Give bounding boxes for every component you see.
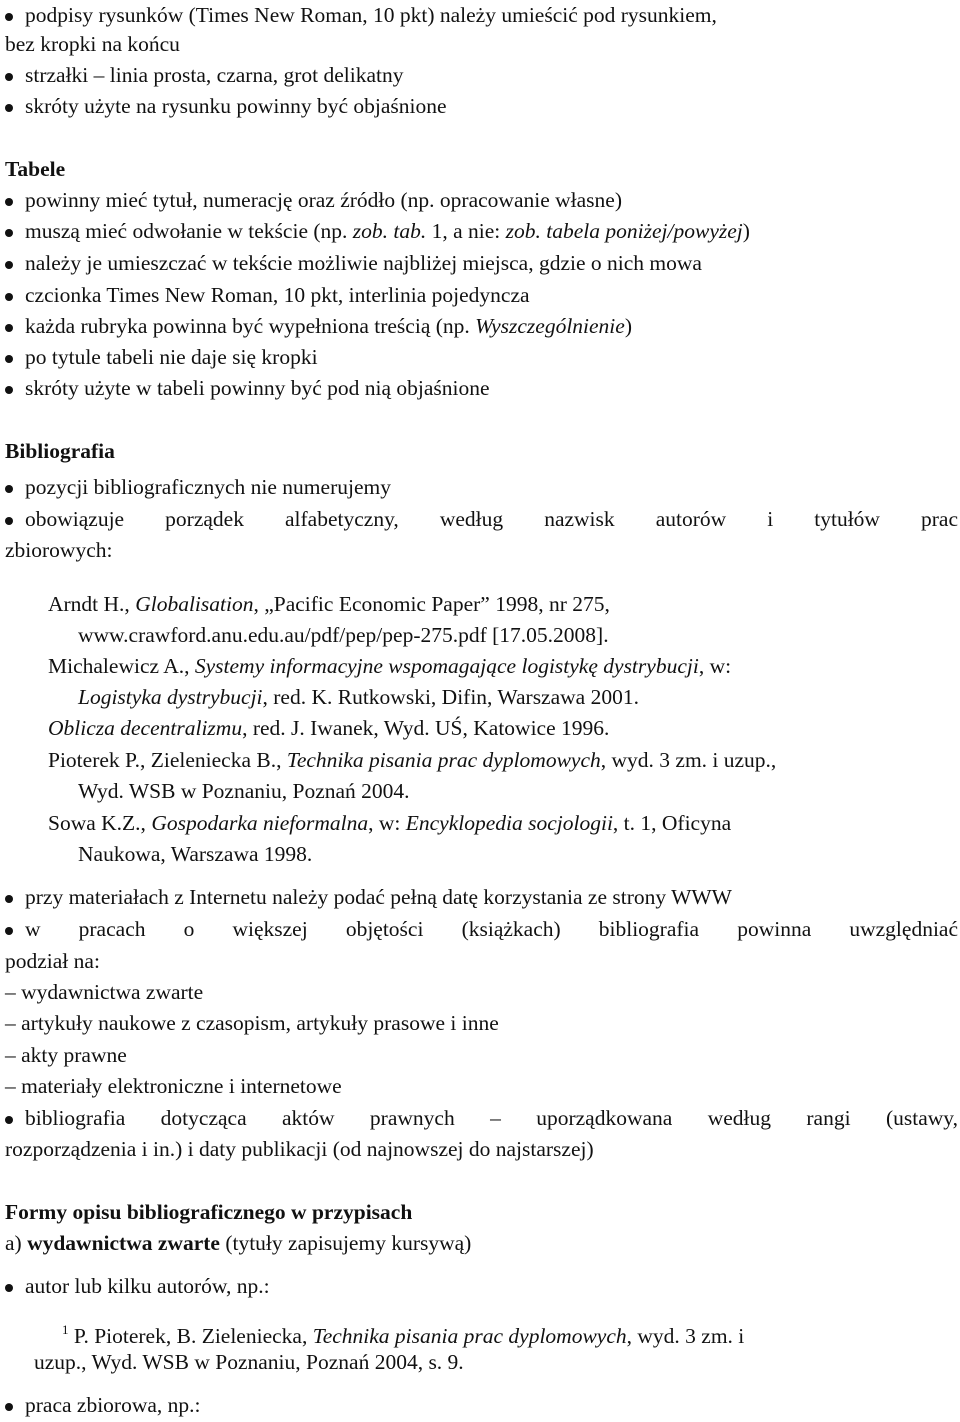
text-run: ) — [624, 314, 632, 338]
list-item-text: strzałki – linia prosta, czarna, grot delikatny — [25, 63, 404, 87]
bullet-icon — [5, 895, 13, 903]
bullet-icon — [5, 1116, 13, 1124]
bullet-icon — [5, 73, 13, 81]
list-item — [0, 1103, 960, 1133]
dash-item-text: – akty prawne — [5, 1043, 127, 1067]
italic-run: Encyklopedia socjologii — [405, 811, 613, 835]
text-run: , wyd. 3 zm. i uzup., — [600, 748, 777, 772]
bullet-icon — [5, 517, 13, 525]
entry-text — [48, 808, 731, 838]
text-run: , red. J. Iwanek, Wyd. UŚ, Katowice 1996. — [242, 716, 610, 740]
text-run: (tytuły zapisujemy kursywą) — [219, 1231, 472, 1255]
bullet-icon — [5, 1284, 13, 1292]
subheading — [5, 1228, 471, 1258]
entry-text — [78, 682, 639, 712]
section-heading-formy: Formy opisu bibliograficznego w przypisach — [5, 1200, 413, 1224]
list-item-text: po tytule tabeli nie daje się kropki — [25, 345, 318, 369]
footnote-text — [62, 1315, 744, 1351]
italic-run: Logistyka dystrybucji — [78, 685, 263, 709]
text-run: , w: — [698, 654, 732, 678]
text-run: Michalewicz A., — [48, 654, 195, 678]
section-heading-tabele: Tabele — [5, 157, 66, 181]
italic-run: Technika pisania prac dyplomowych — [312, 1324, 627, 1348]
list-item-text: bez kropki na końcu — [5, 32, 180, 56]
bold-run: wydawnictwa zwarte — [27, 1231, 220, 1255]
text-run: , „Pacific Economic Paper” 1998, nr 275, — [253, 592, 610, 616]
italic-run: zob. tabela poniżej/powyżej — [505, 219, 743, 243]
text-run: 1, a nie: — [426, 219, 506, 243]
text-run: P. Pioterek, B. Zieleniecka, — [68, 1324, 313, 1348]
list-item-text: podpisy rysunków (Times New Roman, 10 pkt) należy umieścić pod rysunkiem, — [25, 3, 717, 27]
bullet-icon — [5, 13, 13, 21]
bullet-icon — [5, 293, 13, 301]
list-item-text: skróty użyte w tabeli powinny być pod nią objaśnione — [25, 376, 490, 400]
entry-text: Wyd. WSB w Poznaniu, Poznań 2004. — [78, 779, 410, 803]
list-item-text: w pracach o większej objętości (książkach) bibliografia powinna uwzględniać — [25, 917, 958, 941]
italic-run: Systemy informacyjne wspomagające logistykę dystrybucji — [194, 654, 699, 678]
list-item-text: rozporządzenia i in.) i daty publikacji (od najnowszej do najstarszej) — [5, 1137, 594, 1161]
dash-item-text: – materiały elektroniczne i internetowe — [5, 1074, 342, 1098]
text-run: , red. K. Rutkowski, Difin, Warszawa 2001. — [262, 685, 639, 709]
bullet-icon — [5, 104, 13, 112]
text-run: każda rubryka powinna być wypełniona treścią (np. — [25, 314, 476, 338]
text-run: , wyd. 3 zm. i — [626, 1324, 745, 1348]
list-item-text: praca zbiorowa, np.: — [25, 1393, 201, 1417]
entry-text — [48, 745, 776, 775]
bullet-icon — [5, 324, 13, 332]
bullet-icon — [5, 229, 13, 237]
list-item-text: podział na: — [5, 949, 100, 973]
entry-text — [48, 651, 731, 681]
text-run: , t. 1, Oficyna — [612, 811, 732, 835]
list-item-text: czcionka Times New Roman, 10 pkt, interlinia pojedyncza — [25, 283, 530, 307]
entry-text: Naukowa, Warszawa 1998. — [78, 842, 313, 866]
entry-text: www.crawford.anu.edu.au/pdf/pep/pep-275.pdf [17.05.2008]. — [78, 623, 609, 647]
list-item-text: obowiązuje porządek alfabetyczny, według nazwisk autorów i tytułów prac — [25, 507, 958, 531]
bullet-icon — [5, 355, 13, 363]
text-run: Pioterek P., Zieleniecka B., — [48, 748, 287, 772]
list-item — [0, 914, 960, 944]
list-item-text — [25, 311, 632, 341]
bullet-icon — [5, 485, 13, 493]
italic-run: Globalisation — [135, 592, 254, 616]
italic-run: Technika pisania prac dyplomowych — [286, 748, 601, 772]
list-item-text: bibliografia dotycząca aktów prawnych – uporządkowana według rangi (ustawy, — [25, 1106, 958, 1130]
list-item-text: powinny mieć tytuł, numerację oraz źródło (np. opracowanie własne) — [25, 188, 623, 212]
footnote-number: 1 — [62, 1322, 69, 1337]
italic-run: Oblicza decentralizmu — [48, 716, 243, 740]
footnote-text: uzup., Wyd. WSB w Poznaniu, Poznań 2004, s. 9. — [34, 1350, 464, 1374]
list-item-text: autor lub kilku autorów, np.: — [25, 1274, 270, 1298]
list-item-text: zbiorowych: — [5, 538, 113, 562]
italic-run: zob. tab. — [352, 219, 427, 243]
section-heading-bibliografia: Bibliografia — [5, 439, 115, 463]
text-run: , w: — [368, 811, 406, 835]
text-run: a) — [5, 1231, 28, 1255]
entry-text — [48, 713, 609, 743]
text-run: ) — [742, 219, 750, 243]
list-item-text — [25, 216, 750, 246]
list-item-text: należy je umieszczać w tekście możliwie najbliżej miejsca, gdzie o nich mowa — [25, 251, 702, 275]
list-item-text: pozycji bibliograficznych nie numerujemy — [25, 475, 391, 499]
italic-run: Wyszczególnienie — [475, 314, 625, 338]
list-item-text: przy materiałach z Internetu należy podać pełną datę korzystania ze strony WWW — [25, 885, 732, 909]
text-run: Arndt H., — [48, 592, 136, 616]
bullet-icon — [5, 1403, 13, 1411]
dash-item-text: – wydawnictwa zwarte — [5, 980, 204, 1004]
dash-item-text: – artykuły naukowe z czasopism, artykuły prasowe i inne — [5, 1011, 499, 1035]
italic-run: Gospodarka nieformalna — [151, 811, 369, 835]
bullet-icon — [5, 927, 13, 935]
text-run: Sowa K.Z., — [48, 811, 152, 835]
text-run: muszą mieć odwołanie w tekście (np. — [25, 219, 353, 243]
bullet-icon — [5, 198, 13, 206]
entry-text — [48, 589, 610, 619]
bullet-icon — [5, 261, 13, 269]
bullet-icon — [5, 386, 13, 394]
list-item-text: skróty użyte na rysunku powinny być objaśnione — [25, 94, 447, 118]
list-item — [0, 504, 960, 534]
